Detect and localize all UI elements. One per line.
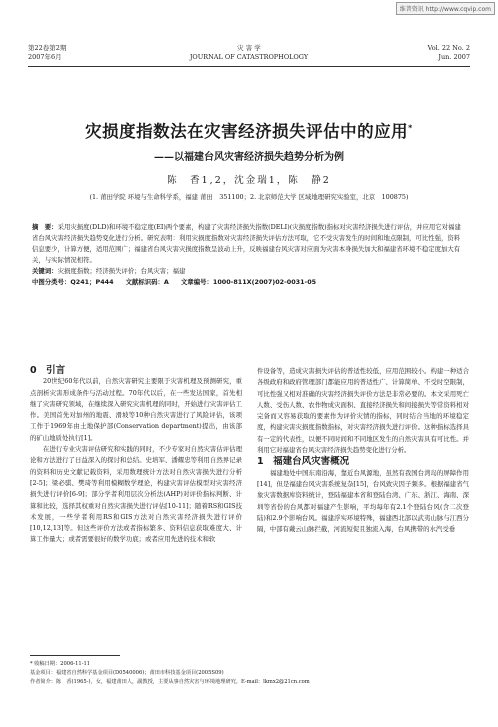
intro-heading: 0 引言 (30, 365, 66, 376)
paper-title (0, 118, 498, 142)
header-divider (28, 66, 470, 67)
received-date: * 收稿日期：2006-11-11 (30, 661, 91, 667)
body-paragraph: 20世纪60年代以前，自然灾害研究主要限于灾害机理及预测研究，重点剖析灾害形成条件与活动过程。70年代以后，在一些发达国家，首先相继了灾害研究领域，在继续深入研究灾害机理的同时，开始进行灾害评估工作。美国首先对加州的地震、滑坡等10种自然灾害进行了风险评估，该项工作于1969年由土地保护部(Conservation department)提出，由该部的矿山地质处执行[1]。 (30, 377, 242, 442)
paper-title-text: 灾损度指数法在灾害经济损失评估中的应用 (85, 122, 409, 141)
abstract-text: 采用灾损度(DLD)和环境不稳定度(EI)两个要素，构建了灾害经济损失指数(DELI)(灾损度指数)指标对灾害经济损失进行评估，并应用它对福建省台风灾害经济损失趋势变化进行分析。研究表明：利用灾损度指数对灾害经济损失评估方法可取，它不受灾害发生的时间和地点限制，可比性强，资料信息要少，计算方便，适用范围广；福建省台风灾害灾损度指数呈波动上升，反映福建台风灾害对应面为灾害本身损失加大和福建省环境不稳定度加大有关，与实际情况相符。 (32, 223, 461, 264)
footnote-divider (30, 655, 120, 656)
fund-info: 基金项目：福建省自然科学基金项目(D0540006)；莆田市科技基金项目(2005S09) (30, 670, 224, 676)
article-number: 文章编号：1000-811X(2007)02-0031-05 (180, 278, 317, 286)
section-heading: 1 福建台风灾害概况 (257, 456, 350, 468)
header-right (428, 44, 470, 62)
author-affiliation: (1. 莆田学院 环境与生命科学系，福建 莆田 351100；2. 北京师范大学 区域地理研究实验室，北京 100875) (89, 193, 409, 201)
paper-subtitle: ——以福建台风灾害经济损失趋势分析为例 (154, 152, 344, 163)
watermark-label: 维普资讯 http://www.cqvip.com (396, 2, 495, 15)
journal-name-en: JOURNAL OF CATASTROPHOLOGY (189, 53, 309, 61)
clc-number: 中图分类号：Q241；P444 (32, 278, 114, 286)
volume-issue-en: Vol. 22 No. 2 (427, 44, 470, 52)
author-bio: 作者简介：陈 香(1965-)，女，福建莆田人，副教授，主要从事自然灾害与环境地理研究。E-mail：lkmx2@21cn.com (30, 679, 310, 685)
volume-issue: 第22卷第2期 (28, 44, 67, 52)
body-paragraph: 在进行专业灾害评估研究和实践的同时，不少专家对自然灾害估评估理论和方法进行了日益深入的探讨和总结。史培军、潘耀忠等利用自然界记录的资料和历史文献记载资料，采用数理统计方法对自然灾害损失进行分析[2-5]；梁必骐、樊琦等利用模糊数学理论，构建灾害评估模型对灾害经济损失进行评价[6-9]；部分学者利用层次分析法(AHP)对评价指标判断、计算和比较，选择其权重对自然灾害损失进行评估[10-11]；随着RS和GIS技术发展，一些学者利用RS和GIS方法对自然灾害经济损失进行评价[10,12,13]等。但这些评价方法或者指标繁多、资料信息获取难度大、计算工作量大；或者需要很好的数学功底；或者应用先进的技术和软 (30, 445, 242, 544)
left-column (30, 365, 242, 546)
body-paragraph: 福建地处中国东南沿海，靠近台风源地，虽然有我国台湾岛的屏障作用[14]，但是福建台风灾害系统复杂[15]，台风致灾因子频多。根据福建省气象灾害数据库资料统计，登陆福建本省和登陆台湾、广东、浙江、海南、深圳等省份的台风都对福建产生影响，平均每年有2.1个登陆台风(含二次登陆)和2.9个影响台风。福建浮实环境特殊，福建西北部以武夷山脉与江西分隔，中部有戴云山脉拦截，河流短促且独流入海，台风携带的水汽受垂 (257, 468, 469, 534)
title-footnote-mark: * (408, 123, 413, 133)
keywords-label: 关键词： (32, 267, 58, 275)
abstract (32, 222, 466, 266)
issue-date: 2007年6月 (28, 53, 62, 61)
right-column (257, 366, 469, 535)
body-paragraph: 件设备等，造成灾害损失评估的普适性较低，应用范围较小。构建一种适合各级政府和政府管理部门都能应用的普适性广、计算简单、不受时空限制，可比性强又相对准确的灾害经济损失评价方法是非常必要的。本文采用死亡人数、受伤人数、农作物成灾面积、直接经济损失和间接损失等常资料相对完备而又容易获取的要素作为评价灾情的指标，同时结合当地的环境稳定度，构建灾害灾损度指数指标，对灾害经济损失进行评价。这种指标选择具有一定的代表性，以便不同时间和不同地区发生的自然灾害具有可比性。并利用它对福建省台风灾害经济损失趋势变化进行分析。 (257, 367, 469, 455)
header-center (0, 44, 498, 62)
journal-name-cn: 灾 害 学 (237, 44, 261, 52)
keywords-text: 灾损度指数；经济损失评价；台风灾害；福建 (57, 267, 186, 275)
abstract-block (32, 222, 466, 288)
footnotes (30, 660, 470, 687)
keywords (32, 266, 466, 277)
document-code: 文献标识码：A (125, 278, 169, 286)
issue-date-en: Jun. 2007 (438, 53, 470, 61)
classification-line (32, 277, 466, 288)
abstract-label: 摘 要： (32, 223, 58, 231)
author-list: 陈 香1,2，沈金瑞1，陈 静2 (167, 175, 331, 186)
